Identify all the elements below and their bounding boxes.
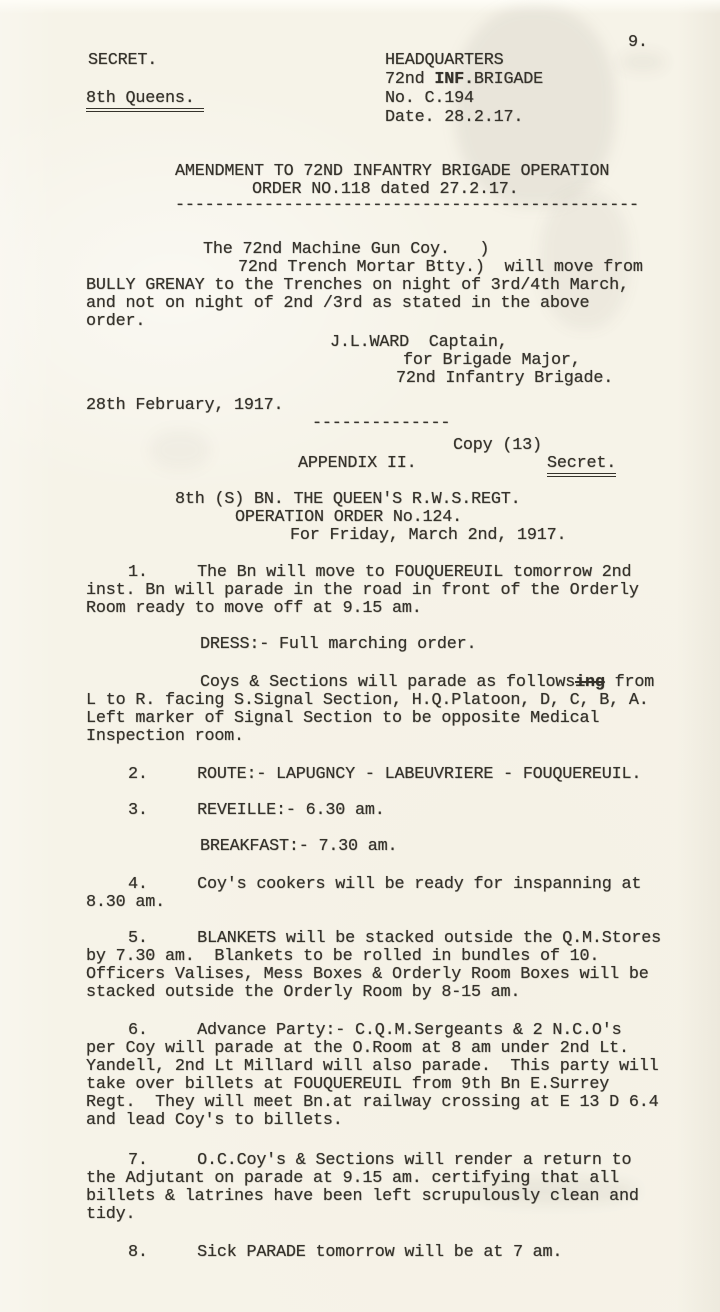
para-6-line-5: Regt. They will meet Bn.at railway crossing at E 13 D 6.4 [86,1093,659,1112]
signature-unit: 72nd Infantry Brigade. [396,369,614,388]
amendment-title-line-2: ORDER NO.118 dated 27.2.17. [252,180,519,199]
amendment-title-line-1: AMENDMENT TO 72ND INFANTRY BRIGADE OPERATION [175,162,610,181]
signature-name: J.L.WARD Captain, [330,333,508,352]
divider-rule-long: ----------------------------------------------- [175,196,639,215]
addressee-unit: 8th Queens. [86,90,204,108]
para-6-line-4: take over billets at FOUQUEREUIL from 9th Bn E.Surrey [86,1075,610,1094]
para-2-route: 2. ROUTE:- LAPUGNCY - LABEUVRIERE - FOUQUEREUIL. [128,765,642,784]
para-4-line-1: 4. Coy's cookers will be ready for inspanning at [128,875,642,894]
para-5-line-4: stacked outside the Orderly Room by 8-15 am. [86,983,521,1002]
hq-brigade: 72nd INF.BRIGADE [385,70,543,89]
para-1-line-2: inst. Bn will parade in the road in front of the Orderly [86,581,639,600]
para-5-line-2: by 7.30 am. Blankets to be rolled in bundles of 10. [86,947,600,966]
para-6-line-1: 6. Advance Party:- C.Q.M.Sergeants & 2 N.C.O's [128,1021,622,1040]
classification-secret: SECRET. [88,51,158,70]
para-3-breakfast: BREAKFAST:- 7.30 am. [200,837,398,856]
hq-title: HEADQUARTERS [385,51,504,70]
amendment-date: 28th February, 1917. [86,396,284,415]
para-6-line-6: and lead Coy's to billets. [86,1111,343,1130]
para-7-line-4: tidy. [86,1205,136,1224]
operation-order-number: OPERATION ORDER No.124. [235,508,463,527]
amendment-body-line-1: The 72nd Machine Gun Coy. ) [203,240,490,259]
para-5-line-1: 5. BLANKETS will be stacked outside the Q.M.Stores [128,929,662,948]
para-parade-line-4: Inspection room. [86,727,244,746]
para-parade-line-3: Left marker of Signal Section to be opposite Medical [86,709,600,728]
order-date: Date. 28.2.17. [385,108,524,127]
page-number: 9. [628,33,648,52]
appendix-title: APPENDIX II. [298,454,417,473]
amendment-body-line-4: and not on night of 2nd /3rd as stated in the above [86,294,590,313]
operation-order-for-date: For Friday, March 2nd, 1917. [290,526,567,545]
order-ref-number: No. C.194 [385,89,474,108]
para-6-line-3: Yandell, 2nd Lt Millard will also parade. This party will [86,1057,659,1076]
para-7-line-1: 7. O.C.Coy's & Sections will render a return to [128,1151,632,1170]
para-parade-line-2: L to R. facing S.Signal Section, H.Q.Platoon, D, C, B, A. [86,691,649,710]
para-6-line-2: per Coy will parade at the O.Room at 8 am under 2nd Lt. [86,1039,629,1058]
para-7-line-2: the Adjutant on parade at 9.15 am. certifying that all [86,1169,620,1188]
battalion-heading: 8th (S) BN. THE QUEEN'S R.W.S.REGT. [175,490,521,509]
para-dress: DRESS:- Full marching order. [200,635,477,654]
appendix-classification: Secret. [547,455,616,473]
para-parade-line-1: Coys & Sections will parade as followsing from [200,673,655,692]
para-4-line-2: 8.30 am. [86,893,165,912]
para-3-reveille: 3. REVEILLE:- 6.30 am. [128,801,385,820]
para-8-sick-parade: 8. Sick PARADE tomorrow will be at 7 am. [128,1243,563,1262]
para-7-line-3: billets & latrines have been left scrupulously clean and [86,1187,639,1206]
amendment-body-line-5: order. [86,312,146,331]
para-1-line-3: Room ready to move off at 9.15 am. [86,599,422,618]
signature-role: for Brigade Major, [403,351,581,370]
para-1-line-1: 1. The Bn will move to FOUQUEREUIL tomorrow 2nd [128,563,632,582]
amendment-body-line-3: BULLY GRENAY to the Trenches on night of 3rd/4th March, [86,276,629,295]
para-5-line-3: Officers Valises, Mess Boxes & Orderly Room Boxes will be [86,965,649,984]
divider-rule-short: -------------- [312,414,451,433]
amendment-body-line-2: 72nd Trench Mortar Btty.) will move from [238,258,643,277]
copy-number: Copy (13) [453,436,542,455]
